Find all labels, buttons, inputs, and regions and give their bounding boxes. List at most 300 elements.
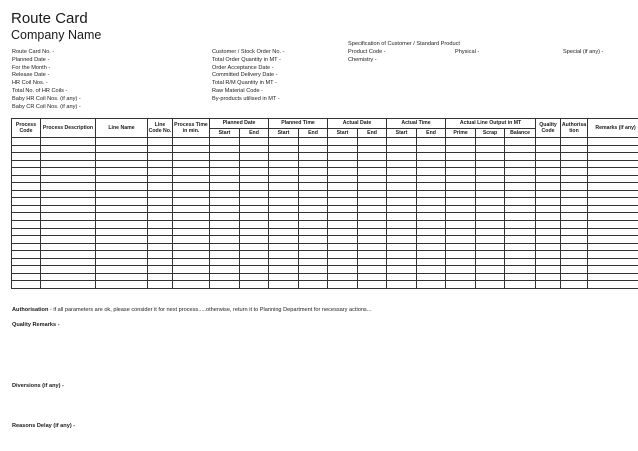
table-cell[interactable] — [505, 251, 536, 259]
table-cell[interactable] — [12, 138, 41, 146]
table-cell[interactable] — [387, 138, 417, 146]
table-cell[interactable] — [588, 236, 638, 244]
table-cell[interactable] — [476, 138, 505, 146]
table-cell[interactable] — [387, 251, 417, 259]
table-cell[interactable] — [269, 138, 299, 146]
table-cell[interactable] — [328, 160, 358, 168]
table-cell[interactable] — [476, 251, 505, 259]
table-cell[interactable] — [387, 153, 417, 161]
table-cell[interactable] — [561, 160, 588, 168]
table-cell[interactable] — [173, 236, 210, 244]
table-cell[interactable] — [588, 160, 638, 168]
table-cell[interactable] — [446, 251, 476, 259]
table-cell[interactable] — [299, 160, 328, 168]
table-cell[interactable] — [210, 266, 240, 274]
table-cell[interactable] — [387, 198, 417, 206]
table-cell[interactable] — [299, 266, 328, 274]
table-cell[interactable] — [96, 258, 148, 266]
table-cell[interactable] — [41, 281, 96, 289]
table-cell[interactable] — [588, 145, 638, 153]
table-cell[interactable] — [210, 183, 240, 191]
table-cell[interactable] — [417, 190, 446, 198]
table-cell[interactable] — [240, 168, 269, 176]
table-cell[interactable] — [269, 258, 299, 266]
table-cell[interactable] — [387, 258, 417, 266]
table-cell[interactable] — [328, 236, 358, 244]
table-cell[interactable] — [173, 221, 210, 229]
table-cell[interactable] — [358, 266, 387, 274]
table-cell[interactable] — [536, 273, 561, 281]
table-cell[interactable] — [476, 273, 505, 281]
table-cell[interactable] — [240, 183, 269, 191]
table-cell[interactable] — [148, 145, 173, 153]
table-cell[interactable] — [148, 228, 173, 236]
table-cell[interactable] — [446, 213, 476, 221]
table-cell[interactable] — [12, 281, 41, 289]
table-cell[interactable] — [240, 213, 269, 221]
table-cell[interactable] — [269, 273, 299, 281]
order-acceptance-field[interactable]: Order Acceptance Date - — [212, 64, 274, 71]
table-cell[interactable] — [505, 160, 536, 168]
table-cell[interactable] — [446, 160, 476, 168]
table-cell[interactable] — [173, 168, 210, 176]
table-cell[interactable] — [269, 198, 299, 206]
table-cell[interactable] — [505, 258, 536, 266]
table-cell[interactable] — [299, 228, 328, 236]
table-cell[interactable] — [417, 213, 446, 221]
table-cell[interactable] — [210, 205, 240, 213]
total-rm-qty-field[interactable]: Total R/M Quantity in MT - — [212, 80, 277, 87]
table-cell[interactable] — [299, 221, 328, 229]
table-cell[interactable] — [536, 243, 561, 251]
table-cell[interactable] — [41, 236, 96, 244]
table-cell[interactable] — [173, 213, 210, 221]
table-cell[interactable] — [210, 221, 240, 229]
table-cell[interactable] — [588, 243, 638, 251]
table-cell[interactable] — [358, 168, 387, 176]
table-cell[interactable] — [476, 198, 505, 206]
table-cell[interactable] — [328, 153, 358, 161]
table-cell[interactable] — [96, 273, 148, 281]
table-cell[interactable] — [328, 145, 358, 153]
table-cell[interactable] — [299, 168, 328, 176]
table-cell[interactable] — [561, 258, 588, 266]
table-cell[interactable] — [148, 213, 173, 221]
table-cell[interactable] — [561, 273, 588, 281]
table-cell[interactable] — [148, 175, 173, 183]
table-cell[interactable] — [536, 183, 561, 191]
table-cell[interactable] — [505, 145, 536, 153]
table-cell[interactable] — [446, 221, 476, 229]
table-cell[interactable] — [240, 221, 269, 229]
table-cell[interactable] — [476, 160, 505, 168]
table-cell[interactable] — [476, 153, 505, 161]
table-cell[interactable] — [41, 175, 96, 183]
table-cell[interactable] — [561, 183, 588, 191]
table-cell[interactable] — [446, 145, 476, 153]
table-cell[interactable] — [505, 243, 536, 251]
table-cell[interactable] — [358, 281, 387, 289]
table-cell[interactable] — [387, 190, 417, 198]
special-field[interactable]: Special (if any) - — [563, 49, 604, 55]
table-cell[interactable] — [476, 175, 505, 183]
table-cell[interactable] — [387, 183, 417, 191]
table-cell[interactable] — [446, 153, 476, 161]
table-cell[interactable] — [41, 205, 96, 213]
table-cell[interactable] — [96, 205, 148, 213]
table-cell[interactable] — [387, 145, 417, 153]
table-cell[interactable] — [96, 243, 148, 251]
table-cell[interactable] — [505, 205, 536, 213]
table-cell[interactable] — [269, 145, 299, 153]
table-cell[interactable] — [417, 228, 446, 236]
table-cell[interactable] — [173, 138, 210, 146]
table-cell[interactable] — [96, 198, 148, 206]
table-cell[interactable] — [561, 213, 588, 221]
table-cell[interactable] — [299, 145, 328, 153]
table-cell[interactable] — [417, 145, 446, 153]
table-cell[interactable] — [358, 190, 387, 198]
table-cell[interactable] — [387, 243, 417, 251]
table-cell[interactable] — [358, 145, 387, 153]
table-cell[interactable] — [240, 205, 269, 213]
table-cell[interactable] — [12, 198, 41, 206]
table-cell[interactable] — [12, 175, 41, 183]
table-cell[interactable] — [240, 281, 269, 289]
table-cell[interactable] — [387, 236, 417, 244]
table-cell[interactable] — [328, 258, 358, 266]
planned-date-field[interactable]: Planned Date - — [12, 56, 50, 63]
table-cell[interactable] — [536, 251, 561, 259]
table-cell[interactable] — [41, 213, 96, 221]
table-cell[interactable] — [328, 183, 358, 191]
table-cell[interactable] — [417, 251, 446, 259]
table-cell[interactable] — [96, 236, 148, 244]
table-cell[interactable] — [446, 236, 476, 244]
table-cell[interactable] — [536, 221, 561, 229]
committed-delivery-field[interactable]: Committed Delivery Date - — [212, 72, 278, 79]
table-cell[interactable] — [173, 198, 210, 206]
table-cell[interactable] — [41, 145, 96, 153]
table-cell[interactable] — [417, 273, 446, 281]
table-cell[interactable] — [505, 213, 536, 221]
table-cell[interactable] — [41, 266, 96, 274]
table-cell[interactable] — [446, 168, 476, 176]
table-cell[interactable] — [446, 266, 476, 274]
table-cell[interactable] — [328, 228, 358, 236]
table-cell[interactable] — [299, 205, 328, 213]
table-cell[interactable] — [588, 213, 638, 221]
table-cell[interactable] — [561, 228, 588, 236]
table-cell[interactable] — [476, 168, 505, 176]
table-cell[interactable] — [41, 243, 96, 251]
table-cell[interactable] — [588, 266, 638, 274]
table-cell[interactable] — [41, 198, 96, 206]
for-month-field[interactable]: For the Month - — [12, 64, 51, 71]
table-cell[interactable] — [588, 251, 638, 259]
table-cell[interactable] — [148, 168, 173, 176]
baby-cr-coil-field[interactable]: Baby CR Coil Nos. (if any) - — [12, 103, 81, 110]
table-cell[interactable] — [358, 221, 387, 229]
table-cell[interactable] — [173, 251, 210, 259]
table-cell[interactable] — [505, 236, 536, 244]
table-cell[interactable] — [505, 273, 536, 281]
table-cell[interactable] — [417, 236, 446, 244]
table-cell[interactable] — [269, 281, 299, 289]
table-cell[interactable] — [417, 198, 446, 206]
table-cell[interactable] — [12, 168, 41, 176]
table-cell[interactable] — [173, 273, 210, 281]
table-cell[interactable] — [269, 228, 299, 236]
table-cell[interactable] — [588, 183, 638, 191]
table-cell[interactable] — [173, 266, 210, 274]
table-cell[interactable] — [173, 160, 210, 168]
table-cell[interactable] — [358, 153, 387, 161]
table-cell[interactable] — [148, 273, 173, 281]
table-cell[interactable] — [210, 228, 240, 236]
table-cell[interactable] — [240, 228, 269, 236]
table-cell[interactable] — [96, 153, 148, 161]
table-cell[interactable] — [446, 175, 476, 183]
table-cell[interactable] — [536, 266, 561, 274]
table-cell[interactable] — [561, 153, 588, 161]
table-cell[interactable] — [299, 138, 328, 146]
table-cell[interactable] — [328, 190, 358, 198]
table-cell[interactable] — [328, 251, 358, 259]
table-cell[interactable] — [12, 266, 41, 274]
table-cell[interactable] — [269, 266, 299, 274]
table-cell[interactable] — [561, 266, 588, 274]
table-cell[interactable] — [210, 160, 240, 168]
table-cell[interactable] — [210, 190, 240, 198]
table-cell[interactable] — [299, 243, 328, 251]
table-cell[interactable] — [358, 243, 387, 251]
table-cell[interactable] — [561, 198, 588, 206]
table-cell[interactable] — [505, 266, 536, 274]
table-cell[interactable] — [173, 145, 210, 153]
table-cell[interactable] — [536, 213, 561, 221]
table-cell[interactable] — [476, 145, 505, 153]
table-cell[interactable] — [476, 266, 505, 274]
table-cell[interactable] — [561, 221, 588, 229]
table-cell[interactable] — [240, 243, 269, 251]
table-cell[interactable] — [358, 228, 387, 236]
table-cell[interactable] — [588, 168, 638, 176]
table-cell[interactable] — [387, 213, 417, 221]
table-cell[interactable] — [41, 228, 96, 236]
table-cell[interactable] — [299, 281, 328, 289]
table-cell[interactable] — [173, 281, 210, 289]
table-cell[interactable] — [505, 190, 536, 198]
table-cell[interactable] — [210, 153, 240, 161]
table-cell[interactable] — [561, 205, 588, 213]
table-cell[interactable] — [446, 243, 476, 251]
table-cell[interactable] — [417, 183, 446, 191]
table-cell[interactable] — [417, 168, 446, 176]
table-cell[interactable] — [210, 281, 240, 289]
table-cell[interactable] — [358, 183, 387, 191]
diversions-field[interactable]: Diversions (if any) - — [12, 383, 64, 389]
table-cell[interactable] — [446, 205, 476, 213]
table-cell[interactable] — [240, 266, 269, 274]
table-cell[interactable] — [96, 145, 148, 153]
table-cell[interactable] — [41, 221, 96, 229]
table-cell[interactable] — [299, 236, 328, 244]
table-cell[interactable] — [505, 281, 536, 289]
table-cell[interactable] — [476, 183, 505, 191]
table-cell[interactable] — [240, 153, 269, 161]
table-cell[interactable] — [41, 138, 96, 146]
table-cell[interactable] — [210, 258, 240, 266]
table-cell[interactable] — [96, 183, 148, 191]
table-cell[interactable] — [417, 243, 446, 251]
table-cell[interactable] — [240, 198, 269, 206]
table-cell[interactable] — [476, 190, 505, 198]
table-cell[interactable] — [210, 198, 240, 206]
table-cell[interactable] — [328, 221, 358, 229]
table-cell[interactable] — [96, 221, 148, 229]
table-cell[interactable] — [96, 168, 148, 176]
table-cell[interactable] — [387, 281, 417, 289]
table-cell[interactable] — [358, 236, 387, 244]
table-cell[interactable] — [476, 221, 505, 229]
table-cell[interactable] — [269, 251, 299, 259]
table-cell[interactable] — [328, 198, 358, 206]
table-cell[interactable] — [536, 198, 561, 206]
table-cell[interactable] — [240, 273, 269, 281]
table-cell[interactable] — [417, 138, 446, 146]
table-cell[interactable] — [387, 168, 417, 176]
table-cell[interactable] — [476, 205, 505, 213]
table-cell[interactable] — [41, 168, 96, 176]
table-cell[interactable] — [476, 213, 505, 221]
table-cell[interactable] — [173, 153, 210, 161]
table-cell[interactable] — [387, 175, 417, 183]
table-cell[interactable] — [240, 160, 269, 168]
table-cell[interactable] — [505, 175, 536, 183]
table-cell[interactable] — [505, 221, 536, 229]
table-cell[interactable] — [476, 281, 505, 289]
table-cell[interactable] — [446, 273, 476, 281]
table-cell[interactable] — [148, 205, 173, 213]
table-cell[interactable] — [12, 228, 41, 236]
table-cell[interactable] — [12, 213, 41, 221]
table-cell[interactable] — [561, 168, 588, 176]
table-cell[interactable] — [148, 198, 173, 206]
table-cell[interactable] — [299, 183, 328, 191]
table-cell[interactable] — [148, 243, 173, 251]
table-cell[interactable] — [561, 175, 588, 183]
table-cell[interactable] — [173, 205, 210, 213]
table-cell[interactable] — [387, 228, 417, 236]
table-cell[interactable] — [446, 138, 476, 146]
table-cell[interactable] — [417, 281, 446, 289]
by-products-field[interactable]: By-products utilised in MT - — [212, 95, 280, 102]
table-cell[interactable] — [96, 228, 148, 236]
table-cell[interactable] — [96, 160, 148, 168]
table-cell[interactable] — [505, 228, 536, 236]
table-cell[interactable] — [358, 175, 387, 183]
table-cell[interactable] — [210, 168, 240, 176]
table-cell[interactable] — [148, 138, 173, 146]
table-cell[interactable] — [476, 243, 505, 251]
table-cell[interactable] — [536, 153, 561, 161]
table-cell[interactable] — [12, 243, 41, 251]
total-order-qty-field[interactable]: Total Order Quantity in MT - — [212, 56, 281, 63]
table-cell[interactable] — [210, 213, 240, 221]
table-cell[interactable] — [536, 281, 561, 289]
table-cell[interactable] — [12, 183, 41, 191]
table-cell[interactable] — [12, 205, 41, 213]
table-cell[interactable] — [210, 236, 240, 244]
table-cell[interactable] — [173, 228, 210, 236]
table-cell[interactable] — [210, 251, 240, 259]
table-cell[interactable] — [476, 228, 505, 236]
table-cell[interactable] — [358, 138, 387, 146]
table-cell[interactable] — [269, 213, 299, 221]
table-cell[interactable] — [446, 281, 476, 289]
table-cell[interactable] — [561, 190, 588, 198]
table-cell[interactable] — [269, 160, 299, 168]
table-cell[interactable] — [387, 221, 417, 229]
table-cell[interactable] — [328, 168, 358, 176]
table-cell[interactable] — [446, 183, 476, 191]
table-cell[interactable] — [240, 258, 269, 266]
table-cell[interactable] — [536, 228, 561, 236]
table-cell[interactable] — [536, 145, 561, 153]
table-cell[interactable] — [41, 251, 96, 259]
table-cell[interactable] — [12, 160, 41, 168]
table-cell[interactable] — [96, 190, 148, 198]
table-cell[interactable] — [41, 258, 96, 266]
table-cell[interactable] — [148, 258, 173, 266]
table-cell[interactable] — [41, 160, 96, 168]
table-cell[interactable] — [12, 190, 41, 198]
table-cell[interactable] — [299, 213, 328, 221]
table-cell[interactable] — [588, 221, 638, 229]
table-cell[interactable] — [561, 138, 588, 146]
table-cell[interactable] — [148, 153, 173, 161]
raw-material-code-field[interactable]: Raw Material Code - — [212, 87, 263, 94]
table-cell[interactable] — [588, 175, 638, 183]
table-cell[interactable] — [269, 190, 299, 198]
table-cell[interactable] — [358, 251, 387, 259]
table-cell[interactable] — [210, 145, 240, 153]
table-cell[interactable] — [387, 205, 417, 213]
chemistry-field[interactable]: Chemistry - — [348, 56, 377, 63]
table-cell[interactable] — [588, 190, 638, 198]
table-cell[interactable] — [476, 258, 505, 266]
table-cell[interactable] — [96, 266, 148, 274]
table-cell[interactable] — [148, 183, 173, 191]
total-hr-coils-field[interactable]: Total No. of HR Coils - — [12, 87, 68, 94]
table-cell[interactable] — [328, 213, 358, 221]
table-cell[interactable] — [269, 236, 299, 244]
table-cell[interactable] — [240, 175, 269, 183]
table-cell[interactable] — [240, 138, 269, 146]
table-cell[interactable] — [269, 175, 299, 183]
table-cell[interactable] — [358, 258, 387, 266]
table-cell[interactable] — [358, 273, 387, 281]
table-cell[interactable] — [12, 251, 41, 259]
table-cell[interactable] — [173, 243, 210, 251]
quality-remarks-field[interactable]: Quality Remarks - — [12, 322, 60, 328]
table-cell[interactable] — [358, 205, 387, 213]
table-cell[interactable] — [12, 236, 41, 244]
table-cell[interactable] — [210, 138, 240, 146]
table-cell[interactable] — [299, 190, 328, 198]
baby-hr-coil-field[interactable]: Baby HR Coil Nos. (if any) - — [12, 95, 81, 102]
